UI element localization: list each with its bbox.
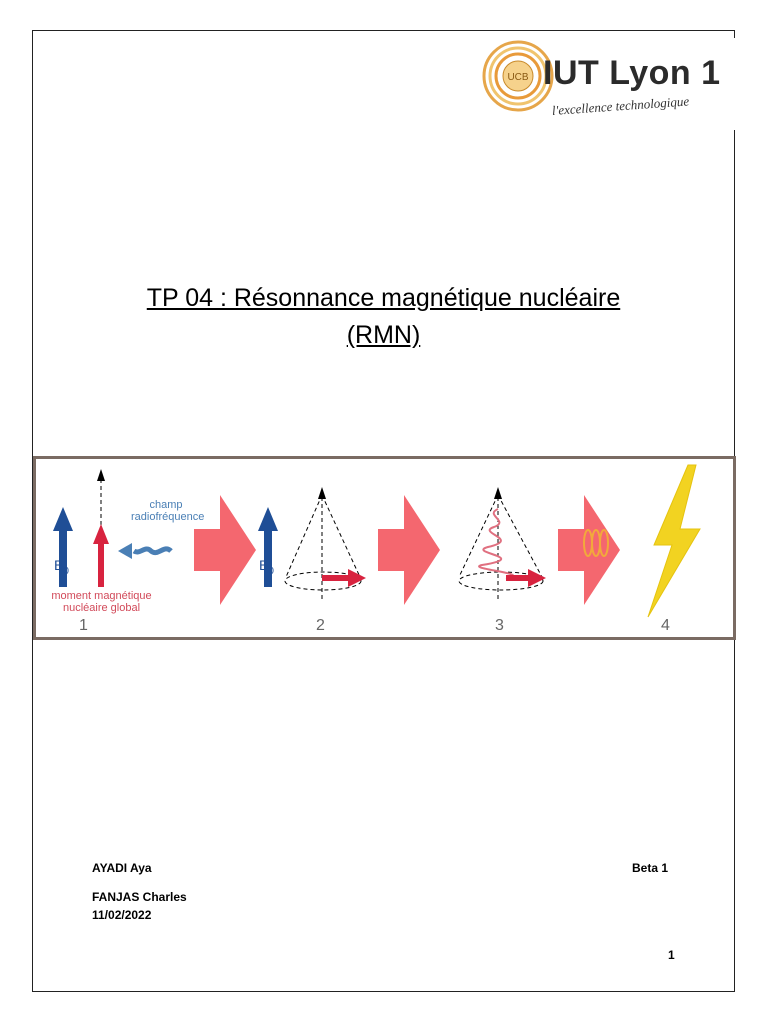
cone-edge-left-2 — [286, 495, 322, 577]
precession-spiral — [479, 509, 513, 579]
b0-label-2: $B_0$ — [259, 557, 274, 577]
axis-arrowhead-2 — [318, 487, 326, 499]
b0-label-1: $B_0$ — [54, 557, 69, 577]
document-title-line1: TP 04 : Résonnance magnétique nucléaire — [146, 284, 621, 312]
step-number-3: 3 — [495, 617, 504, 634]
moment-arrow-1 — [93, 524, 109, 587]
step-number-4: 4 — [661, 617, 670, 634]
moment-label: moment magnétique nucléaire global — [51, 590, 152, 614]
logo-name: IUT Lyon 1 — [543, 54, 721, 92]
svg-text:UCB: UCB — [507, 72, 529, 83]
process-arrow-2 — [378, 495, 440, 605]
rf-label: champ radiofréquence — [131, 499, 205, 523]
magnetization-arrow-3 — [506, 569, 546, 587]
author-2: FANJAS Charles — [92, 890, 187, 904]
logo-tagline: l'excellence technologique — [551, 93, 690, 118]
cone-edge-right-2 — [322, 495, 360, 577]
axis-arrowhead-1 — [97, 469, 105, 481]
lightning-icon — [648, 465, 700, 617]
cone-edge-right-3 — [498, 495, 542, 577]
document-title-line2: (RMN) — [346, 321, 421, 349]
group-label: Beta 1 — [632, 861, 669, 875]
document-date: 11/02/2022 — [92, 908, 152, 922]
page-number: 1 — [668, 948, 675, 962]
cone-edge-left-3 — [459, 495, 498, 577]
axis-arrowhead-3 — [494, 487, 502, 499]
rf-wave-icon — [118, 543, 171, 559]
step-number-1: 1 — [79, 617, 88, 634]
process-arrow-3 — [558, 495, 620, 605]
step-number-2: 2 — [316, 617, 325, 634]
author-1: AYADI Aya — [92, 861, 152, 875]
nmr-figure — [33, 456, 736, 640]
